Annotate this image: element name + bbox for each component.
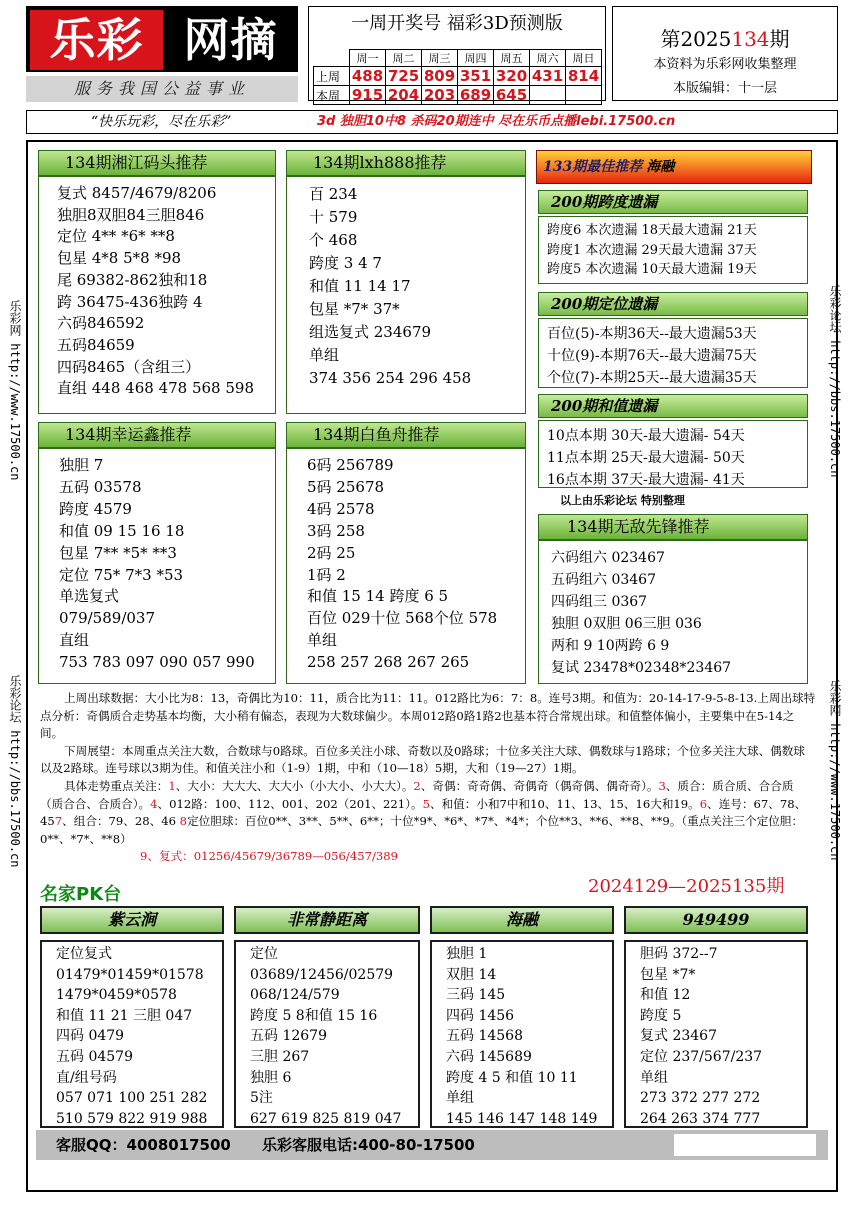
draw-number: 488	[350, 67, 386, 86]
panel-line: 079/589/037	[59, 609, 155, 628]
analysis-para: 上周出球数据：大小比为8：13，奇偶比为10：11，质合比为11：11。012路比为6：7：8。连号3期。和值为：20-14-17-9-5-8-13.上周出球特点分析：奇偶质合走势基本均衡，大小稍有偏态，表现为大数球偏少。本周012路0路1路2也基本符合常规出球。和值整体偏小，主要集中在5-14之间。	[40, 691, 816, 741]
weekly-draws	[308, 6, 606, 104]
panel-line: 组选复式 234679	[309, 323, 432, 341]
omission-title-span: 200期跨度遗漏	[538, 190, 808, 214]
draw-number: 204	[386, 86, 422, 105]
pk-line: 定位 237/567/237	[640, 1048, 763, 1065]
draw-number	[566, 86, 602, 105]
panel-title-lxh888: 134期lxh888推荐	[286, 150, 526, 176]
pk-line: 03689/12456/02579	[250, 966, 394, 983]
panel-line: 1码 2	[307, 565, 346, 584]
pk-line: 跨度 5	[640, 1007, 682, 1024]
draw-number	[530, 86, 566, 105]
panel-line: 五码 03578	[59, 477, 142, 496]
omission-line: 百位(5)-本期36天--最大遗漏53天	[547, 326, 757, 342]
panel-line: 374 356 254 296 458	[309, 369, 472, 387]
pk-line: 定位	[250, 946, 278, 962]
pk-title: 海融	[430, 906, 614, 934]
panel-line: 独胆8双胆84三胆846	[57, 205, 205, 224]
panel-line: 和值 09 15 16 18	[59, 521, 185, 540]
panel-line: 包星 7** *5* **3	[59, 543, 177, 562]
best-recommend-banner: 133期最佳推荐 海融	[536, 150, 812, 184]
day-header: 周五	[494, 50, 530, 67]
panel-line: 5码 25678	[307, 477, 385, 496]
motto-bar	[26, 110, 838, 134]
panel-line: 直组 448 468 478 568 598	[57, 379, 254, 398]
side-link-right-bottom[interactable]: 乐彩网 http://www.17500.cn	[828, 680, 842, 861]
panel-lxh888	[286, 176, 526, 414]
omission-line: 跨度6 本次遗漏 18天最大遗漏 21天	[547, 223, 757, 238]
omission-line: 11点本期 25天-最大遗漏- 50天	[547, 450, 745, 466]
panel-line: 独胆 7	[59, 456, 104, 474]
analysis-para: 9、复式：01256/45679/36789—056/457/389	[140, 849, 399, 864]
panel-line: 独胆 0双胆 06三胆 036	[551, 616, 702, 632]
draw-number: 915	[350, 86, 386, 105]
panel-line: 单组	[307, 631, 338, 650]
panel-line: 跨度 4579	[59, 499, 132, 518]
draw-number: 645	[494, 86, 530, 105]
panel-line: 和值 11 14 17	[309, 277, 411, 295]
day-header: 周二	[386, 50, 422, 67]
panel-baiyuzhou	[286, 448, 526, 684]
panel-line: 单选复式	[59, 587, 120, 606]
logo-left: 乐彩	[30, 10, 163, 70]
pk-line: 145 146 147 148 149	[446, 1110, 598, 1127]
panel-line: 两和 9 10两跨 6 9	[551, 638, 670, 654]
side-link-right-top[interactable]: 乐彩论坛 http://bbs.17500.cn	[828, 285, 842, 478]
pk-line: 五码 04579	[56, 1048, 133, 1065]
pk-title: 非常静距离	[234, 906, 420, 934]
panel-line: 十 579	[309, 208, 358, 226]
panel-line: 百 234	[309, 185, 358, 203]
omission-line: 16点本期 37天-最大遗漏- 41天	[547, 472, 745, 488]
panel-line: 258 257 268 267 265	[307, 653, 470, 672]
panel-line: 尾 69382-862独和18	[57, 270, 208, 289]
draw-number: 814	[566, 67, 602, 86]
panel-wudi	[538, 540, 808, 684]
pk-line: 单组	[640, 1069, 668, 1086]
omission-line: 个位(7)-本期25天--最大遗漏35天	[547, 370, 757, 386]
editor-note: 本版编辑：十一层	[672, 81, 777, 96]
draw-number: 431	[530, 67, 566, 86]
pk-line: 273 372 277 272	[640, 1090, 761, 1107]
pk-title: 紫云涧	[40, 906, 224, 934]
day-header: 周六	[530, 50, 566, 67]
panel-line: 包星 *7* 37*	[309, 300, 400, 318]
omission-line: 跨度5 本次遗漏 10天最大遗漏 19天	[547, 262, 757, 277]
footer-blank-box	[674, 1134, 816, 1156]
pk-line: 独胆 6	[250, 1069, 292, 1086]
pk-line: 胆码 372--7	[640, 946, 718, 962]
pk-line: 单组	[446, 1090, 474, 1107]
pk-line: 跨度 5 8和值 15 16	[250, 1007, 378, 1024]
panel-line: 和值 15 14 跨度 6 5	[307, 587, 449, 606]
pk-line: 四码 0479	[56, 1028, 125, 1045]
draw-number: 809	[422, 67, 458, 86]
omission-title-sum: 200期和值遗漏	[538, 394, 808, 418]
side-link-left-bottom[interactable]: 乐彩论坛 http://bbs.17500.cn	[8, 675, 22, 868]
panel-line: 753 783 097 090 057 990	[59, 653, 255, 672]
panel-line: 四码组三 0367	[551, 594, 648, 610]
draw-number: 689	[458, 86, 494, 105]
day-header: 周日	[566, 50, 602, 67]
pk-line: 264 263 374 777	[640, 1110, 761, 1127]
pk-line: 直/组号码	[56, 1069, 117, 1086]
motto-text: “快乐玩彩，尽在乐彩”	[91, 114, 232, 130]
mingjia-label: 名家PK台	[40, 884, 122, 905]
pk-line: 跨度 4 5 和值 10 11	[446, 1069, 578, 1086]
pk-line: 510 579 822 919 988	[56, 1110, 208, 1127]
issue-range: 2024129—2025135期	[588, 876, 785, 897]
promo-link[interactable]: 3d 独胆10中8 杀码20期连中 尽在乐币点播lebi.17500.cn	[317, 114, 676, 129]
analysis-para: 下周展望：本周重点关注大数，合数球与0路球。百位多关注小球、奇数以及0路球；十位多关注大球、偶数球与1路球；个位多关注大球、偶数球以及2路球。连号球以3期为佳。和值关注小和（1-9）1期，中和（10—18）5期，大和（19—27）1期。	[40, 743, 805, 776]
pk-line: 双胆 14	[446, 966, 497, 983]
day-header: 周一	[350, 50, 386, 67]
pk-title: 949499	[624, 906, 808, 934]
pk-panel	[40, 940, 224, 1128]
panel-line: 个 468	[309, 231, 358, 249]
pk-line: 1479*0459*0578	[56, 987, 177, 1004]
pk-line: 01479*01459*01578	[56, 966, 204, 983]
omission-note: 以上由乐彩论坛 特别整理	[560, 494, 685, 507]
draw-number: 203	[422, 86, 458, 105]
panel-title-wudi: 134期无敌先锋推荐	[538, 514, 808, 540]
omission-span	[538, 216, 808, 284]
service-phone: 乐彩客服电话:400-80-17500	[262, 1136, 475, 1154]
pk-line: 三胆 267	[250, 1048, 310, 1065]
omission-line: 跨度1 本次遗漏 29天最大遗漏 37天	[547, 242, 757, 258]
draw-table	[313, 49, 602, 105]
pk-line: 5注	[250, 1090, 273, 1107]
panel-line: 2码 25	[307, 543, 356, 562]
pk-line: 三码 145	[446, 987, 506, 1004]
logo	[26, 6, 298, 72]
omission-line: 10点本期 30天-最大遗漏- 54天	[547, 428, 745, 444]
draw-number: 320	[494, 67, 530, 86]
panel-line: 五码组六 03467	[551, 572, 656, 588]
pk-line: 四码 1456	[446, 1007, 515, 1024]
panel-line: 六码846592	[57, 314, 145, 333]
footer-bar	[36, 1130, 828, 1160]
panel-line: 六码组六 023467	[551, 550, 665, 566]
panel-line: 五码84659	[57, 335, 135, 354]
pk-line: 五码 14568	[446, 1028, 523, 1045]
pk-line: 定位复式	[56, 946, 112, 962]
panel-line: 3码 258	[307, 521, 365, 540]
analysis-text	[40, 690, 816, 866]
pk-line: 068/124/579	[250, 987, 340, 1004]
panel-xiangjiang	[38, 176, 276, 414]
logo-right: 网摘	[165, 10, 296, 70]
pk-line: 复式 23467	[640, 1028, 717, 1045]
panel-line: 复式 8457/4679/8206	[57, 184, 217, 202]
panel-line: 跨度 3 4 7	[309, 254, 382, 272]
panel-line: 四码8465（含组三）	[57, 357, 201, 376]
pk-panel	[430, 940, 614, 1128]
omission-line: 十位(9)-本期76天--最大遗漏75天	[547, 348, 757, 364]
panel-line: 包星 4*8 5*8 *98	[57, 249, 182, 268]
analysis-para: 具体走势重点关注：1、大小：大大大、大大小（小大小、小大大）。2、奇偶：奇奇偶、奇偶奇（偶奇偶、偶奇奇）。3、质合：质合质、合合质（质合合、合质合）。4、012路：100、112、001、202（201、221）。5、和值：小和7中和10、11、13、15、16大和19。6、连号：67、78、457、组合：79、28、46 8定位胆球：百位0**、3**、5**、6**；十位*9*、*6*、*7*、*4*；个位**3、**6、**8、**9。（重点关注三个定位胆：0**、*7*、**8）	[40, 778, 807, 846]
slogan: 服务我国公益事业	[26, 76, 298, 102]
issue-number: 第2025134期	[660, 27, 790, 51]
side-link-left-top[interactable]: 乐彩网 http://www.17500.cn	[8, 300, 22, 481]
panel-title-baiyuzhou: 134期白鱼舟推荐	[286, 422, 526, 448]
issue-info	[612, 6, 838, 101]
omission-title-position: 200期定位遗漏	[538, 292, 808, 316]
pk-line: 六码 145689	[446, 1048, 532, 1065]
panel-line: 直组	[59, 631, 90, 650]
panel-title-xingyunxin: 134期幸运鑫推荐	[38, 422, 276, 448]
panel-line: 定位 75* 7*3 *53	[59, 565, 184, 584]
source-note: 本资料为乐彩网收集整理	[653, 57, 797, 72]
panel-line: 4码 2578	[307, 499, 375, 518]
day-header: 周三	[422, 50, 458, 67]
last-week-label: 上周	[314, 67, 350, 86]
panel-title-xiangjiang: 134期湘江码头推荐	[38, 150, 276, 176]
panel-line: 6码 256789	[307, 456, 394, 474]
pk-line: 627 619 825 819 047	[250, 1110, 402, 1127]
panel-line: 复试 23478*02348*23467	[551, 660, 732, 676]
panel-line: 定位 4** *6* **8	[57, 227, 175, 246]
omission-sum	[538, 420, 808, 488]
panel-line: 百位 029十位 568个位 578	[307, 609, 498, 628]
panel-line: 跨 36475-436独跨 4	[57, 292, 203, 311]
pk-line: 和值 12	[640, 987, 691, 1004]
draw-number: 725	[386, 67, 422, 86]
draw-number: 351	[458, 67, 494, 86]
panel-xingyunxin	[38, 448, 276, 684]
pk-panel	[234, 940, 420, 1128]
pk-line: 五码 12679	[250, 1028, 327, 1045]
weekly-title: 一周开奖号 福彩3D预测版	[351, 13, 563, 34]
pk-line: 和值 11 21 三胆 047	[56, 1007, 193, 1024]
pk-line: 057 071 100 251 282	[56, 1090, 208, 1107]
pk-line: 独胆 1	[446, 946, 488, 962]
panel-line: 单组	[309, 346, 340, 364]
pk-line: 包星 *7*	[640, 966, 696, 983]
omission-position	[538, 318, 808, 388]
pk-panel	[624, 940, 808, 1128]
service-qq: 客服QQ：4008017500	[56, 1136, 231, 1154]
day-header: 周四	[458, 50, 494, 67]
this-week-label: 本周	[314, 86, 350, 105]
